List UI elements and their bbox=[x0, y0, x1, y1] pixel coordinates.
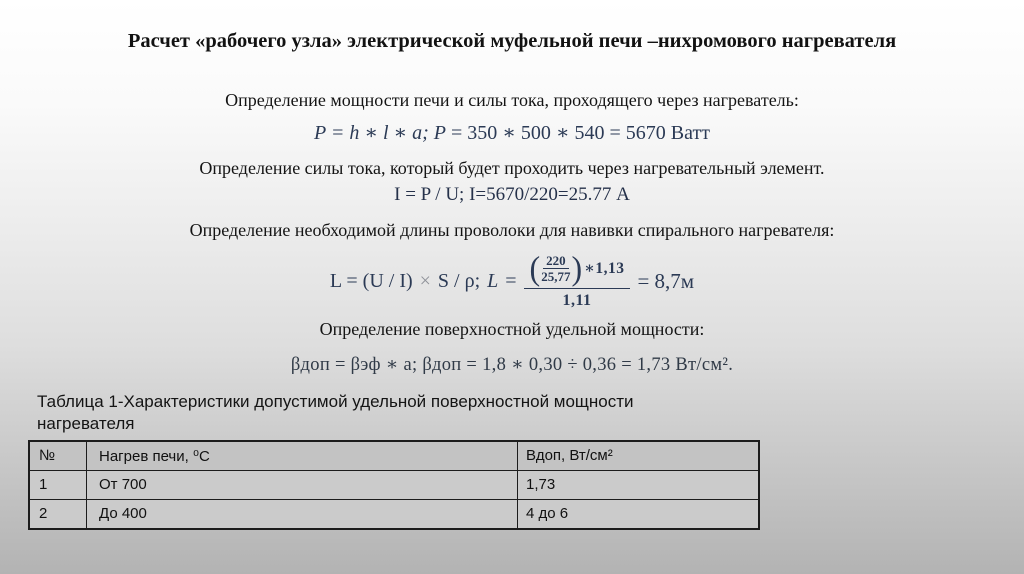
power-formula bbox=[0, 121, 1024, 145]
table-row bbox=[29, 499, 759, 529]
inner-denominator: 25,77 bbox=[541, 269, 571, 285]
length-formula-fraction bbox=[524, 249, 631, 309]
open-paren: ( bbox=[529, 249, 541, 287]
length-formula-left: L = (U / I) bbox=[329, 269, 413, 292]
multiply-sign: × bbox=[419, 269, 431, 292]
length-formula-var: L bbox=[487, 269, 499, 292]
length-formula-mid: S / ρ; bbox=[437, 269, 481, 292]
table-caption: Таблица 1-Характеристики допустимой удельной поверхностной мощности нагревателя bbox=[37, 391, 634, 434]
surface-heading: Определение поверхностной удельной мощности: bbox=[319, 318, 705, 339]
cell-temperature: До 400 bbox=[87, 499, 518, 529]
numerator-factor: ∗1,13 bbox=[584, 259, 625, 277]
header-temperature: Нагрев печи, ⁰С bbox=[87, 441, 518, 471]
cell-power: 1,73 bbox=[518, 470, 760, 499]
length-heading: Определение необходимой длины проволоки для навивки спирального нагревателя: bbox=[189, 219, 835, 240]
length-formula bbox=[0, 249, 1024, 309]
header-power: Вдоп, Вт/см² bbox=[518, 441, 760, 471]
characteristics-table bbox=[28, 440, 760, 530]
cell-number: 1 bbox=[29, 470, 87, 499]
power-formula-calculation: = 350 ∗ 500 ∗ 540 = 5670 Ватт bbox=[446, 121, 710, 144]
inner-numerator: 220 bbox=[543, 254, 569, 270]
table-header-row bbox=[29, 441, 759, 471]
power-heading: Определение мощности печи и силы тока, проходящего через нагреватель: bbox=[225, 90, 799, 110]
current-heading: Определение силы тока, который будет проходить через нагревательный элемент. bbox=[199, 157, 825, 178]
fraction-denominator: 1,11 bbox=[562, 291, 592, 309]
close-paren: ) bbox=[571, 249, 583, 287]
inner-fraction bbox=[541, 254, 570, 284]
length-formula-equals: = bbox=[505, 269, 517, 292]
table-row bbox=[29, 470, 759, 499]
slide-title: Расчет «рабочего узла» электрической муфельной печи –нихромового нагревателя bbox=[127, 30, 897, 52]
power-formula-variables: P = h ∗ l ∗ a; P bbox=[314, 121, 447, 144]
fraction-numerator bbox=[524, 249, 631, 289]
current-formula: I = P / U; I=5670/220=25.77 А bbox=[394, 184, 630, 206]
cell-number: 2 bbox=[29, 499, 87, 529]
header-number: № bbox=[29, 441, 87, 471]
length-formula-result: = 8,7м bbox=[637, 268, 695, 293]
cell-power: 4 до 6 bbox=[518, 499, 760, 529]
surface-formula: βдоп = βэф ∗ а; βдоп = 1,8 ∗ 0,30 ÷ 0,36 = 1,73 Вт/см². bbox=[290, 355, 734, 376]
cell-temperature: От 700 bbox=[87, 470, 518, 499]
